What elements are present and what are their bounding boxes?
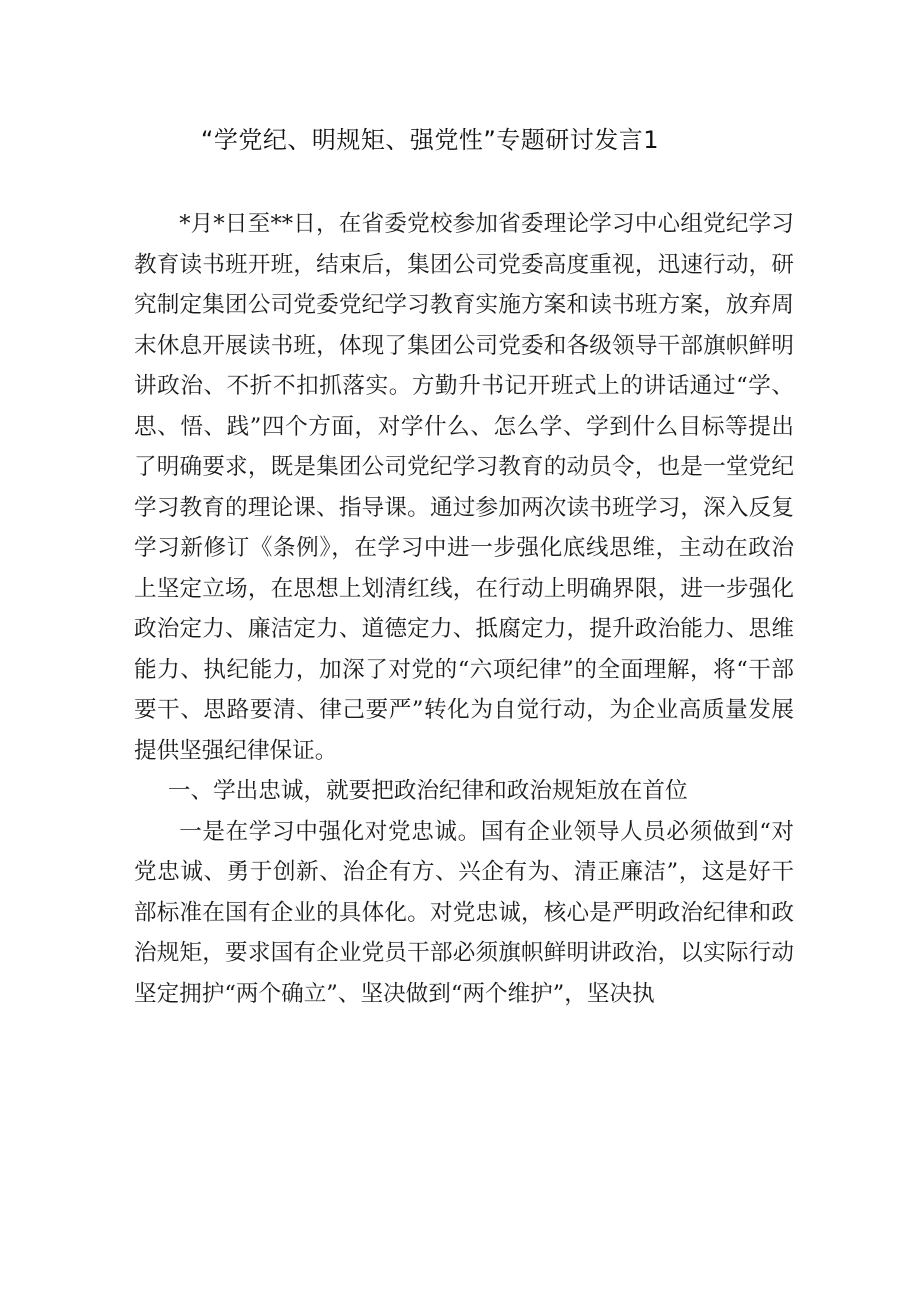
section-paragraph: 一是在学习中强化对党忠诚。国有企业领导人员必须做到“对党忠诚、勇于创新、治企有方、兴企有为、清正廉洁”，这是好干部标准在国有企业的具体化。对党忠诚，核心是严明政治纪律和政治规矩，要求国有企业党员干部必须旗帜鲜明讲政治，以实际行动坚定拥护“两个确立”、坚决做到“两个维护”，坚决执	[134, 818, 794, 1007]
intro-paragraph: *月*日至**日，在省委党校参加省委理论学习中心组党纪学习教育读书班开班，结束后，集团公司党委高度重视，迅速行动，研究制定集团公司党委党纪学习教育实施方案和读书班方案，放弃周末休息开展读书班，体现了集团公司党委和各级领导干部旗帜鲜明讲政治、不折不扣抓落实。方勤升书记开班式上的讲话通过“学、思、悟、践”四个方面，对学什么、怎么学、学到什么目标等提出了明确要求，既是集团公司党纪学习教育的动员令，也是一堂党纪学习教育的理论课、指导课。通过参加两次读书班学习，深入反复学习新修订《条例》，在学习中进一步强化底线思维，主动在政治上坚定立场，在思想上划清红线，在行动上明确界限，进一步强化政治定力、廉洁定力、道德定力、抵腐定力，提升政治能力、思维能力、执纪能力，加深了对党的“六项纪律”的全面理解，将“干部要干、思路要清、律己要严”转化为自觉行动，为企业高质量发展提供坚强纪律保证。	[134, 211, 794, 764]
document-title: “学党纪、明规矩、强党性”专题研讨发言1	[200, 126, 660, 154]
document-body	[134, 204, 794, 1014]
section-heading: 一、学出忠诚，就要把政治纪律和政治规矩放在首位	[167, 778, 688, 804]
